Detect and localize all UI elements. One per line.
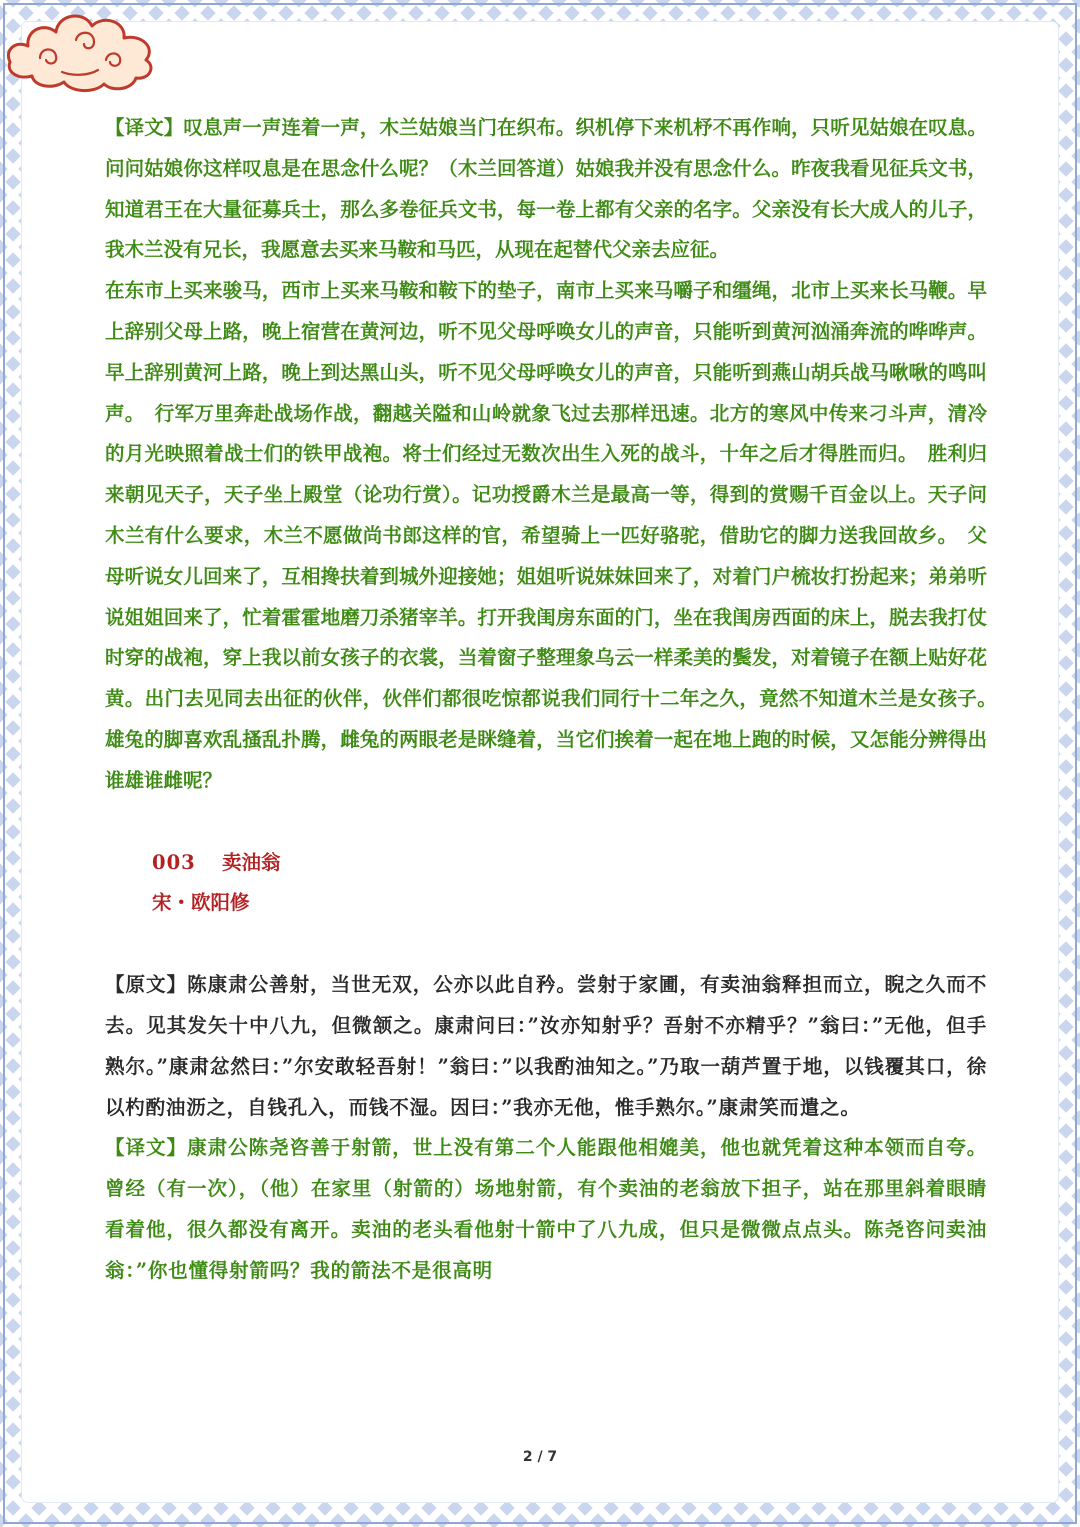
page-content [105, 108, 1007, 1292]
original-text: 陈康肃公善射，当世无双，公亦以此自矜。尝射于家圃，有卖油翁释担而立，睨之久而不去。见其发矢十中八九，但微颔之。康肃问曰：”汝亦知射乎？吾射不亦精乎？”翁曰：”无他，但手熟尔。”康肃忿然曰：”尔安敢轻吾射！”翁曰：”以我酌油知之。”乃取一葫芦置于地，以钱覆其口，徐以杓酌油沥之，自钱孔入，而钱不湿。因曰：”我亦无他，惟手熟尔。”康肃笑而遣之。 [105, 973, 988, 1119]
poem-number: 003 [152, 850, 196, 874]
poem-author: 宋・欧阳修 [152, 891, 250, 915]
cloud-ornament-icon [0, 0, 165, 100]
page-number: 2 / 7 [522, 1449, 558, 1465]
translation-paragraph-2 [105, 271, 1007, 801]
translation-paragraph-3 [105, 1128, 987, 1291]
original-label: 【原文】 [105, 973, 188, 997]
poem-title: 卖油翁 [222, 850, 281, 874]
translation-label: 【译文】 [105, 116, 184, 139]
translation-text: 在东市上买来骏马，西市上买来马鞍和鞍下的垫子，南市上买来马嚼子和缰绳，北市上买来长马鞭。早上辞别父母上路，晚上宿营在黄河边，听不见父母呼唤女儿的声音，只能听到黄河汹涌奔流的哗哗声。早上辞别黄河上路，晚上到达黑山头，听不见父母呼唤女儿的声音，只能听到燕山胡兵战马啾啾的鸣叫声。 行军万里奔赴战场作战，翻越关隘和山岭就象飞过去那样迅速。北方的寒风中传来刁斗声，清冷的月光映照着战士们的铁甲战袍。将士们经过无数次出生入死的战斗，十年之后才得胜而归。 胜利归来朝见天子，天子坐上殿堂（论功行赏）。记功授爵木兰是最高一等，得到的赏赐千百金以上。天子问木兰有什么要求，木兰不愿做尚书郎这样的官，希望骑上一匹好骆驼，借助它的脚力送我回故乡。 父母听说女儿回来了，互相搀扶着到城外迎接她；姐姐听说妹妹回来了，对着门户梳妆打扮起来；弟弟听说姐姐回来了，忙着霍霍地磨刀杀猪宰羊。打开我闺房东面的门，坐在我闺房西面的床上，脱去我打仗时穿的战袍，穿上我以前女孩子的衣裳，当着窗子整理象乌云一样柔美的鬓发，对着镜子在额上贴好花黄。出门去见同去出征的伙伴，伙伴们都很吃惊都说我们同行十二年之久，竟然不知道木兰是女孩子。 雄兔的脚喜欢乱搔乱扑腾，雌兔的两眼老是眯缝着，当它们挨着一起在地上跑的时候，又怎能分辨得出谁雄谁雌呢？ [105, 279, 1007, 792]
original-paragraph [105, 965, 987, 1128]
translation-paragraph-1 [105, 108, 987, 271]
translation-label: 【译文】 [105, 1136, 188, 1160]
translation-text: 康肃公陈尧咨善于射箭，世上没有第二个人能跟他相媲美，他也就凭着这种本领而自夸。曾经（有一次），（他）在家里（射箭的）场地射箭，有个卖油的老翁放下担子，站在那里斜着眼睛看着他，很久都没有离开。卖油的老头看他射十箭中了八九成，但只是微微点点头。陈尧咨问卖油翁：”你也懂得射箭吗？我的箭法不是很高明 [105, 1136, 988, 1282]
translation-text: 叹息声一声连着一声，木兰姑娘当门在织布。织机停下来机杼不再作响，只听见姑娘在叹息。问问姑娘你这样叹息是在思念什么呢？（木兰回答道）姑娘我并没有思念什么。昨夜我看见征兵文书，知道君王在大量征募兵士，那么多卷征兵文书，每一卷上都有父亲的名字。父亲没有长大成人的儿子，我木兰没有兄长，我愿意去买来马鞍和马匹，从现在起替代父亲去应征。 [105, 116, 987, 262]
poem-title-line [152, 843, 987, 884]
poem-heading [105, 843, 987, 925]
